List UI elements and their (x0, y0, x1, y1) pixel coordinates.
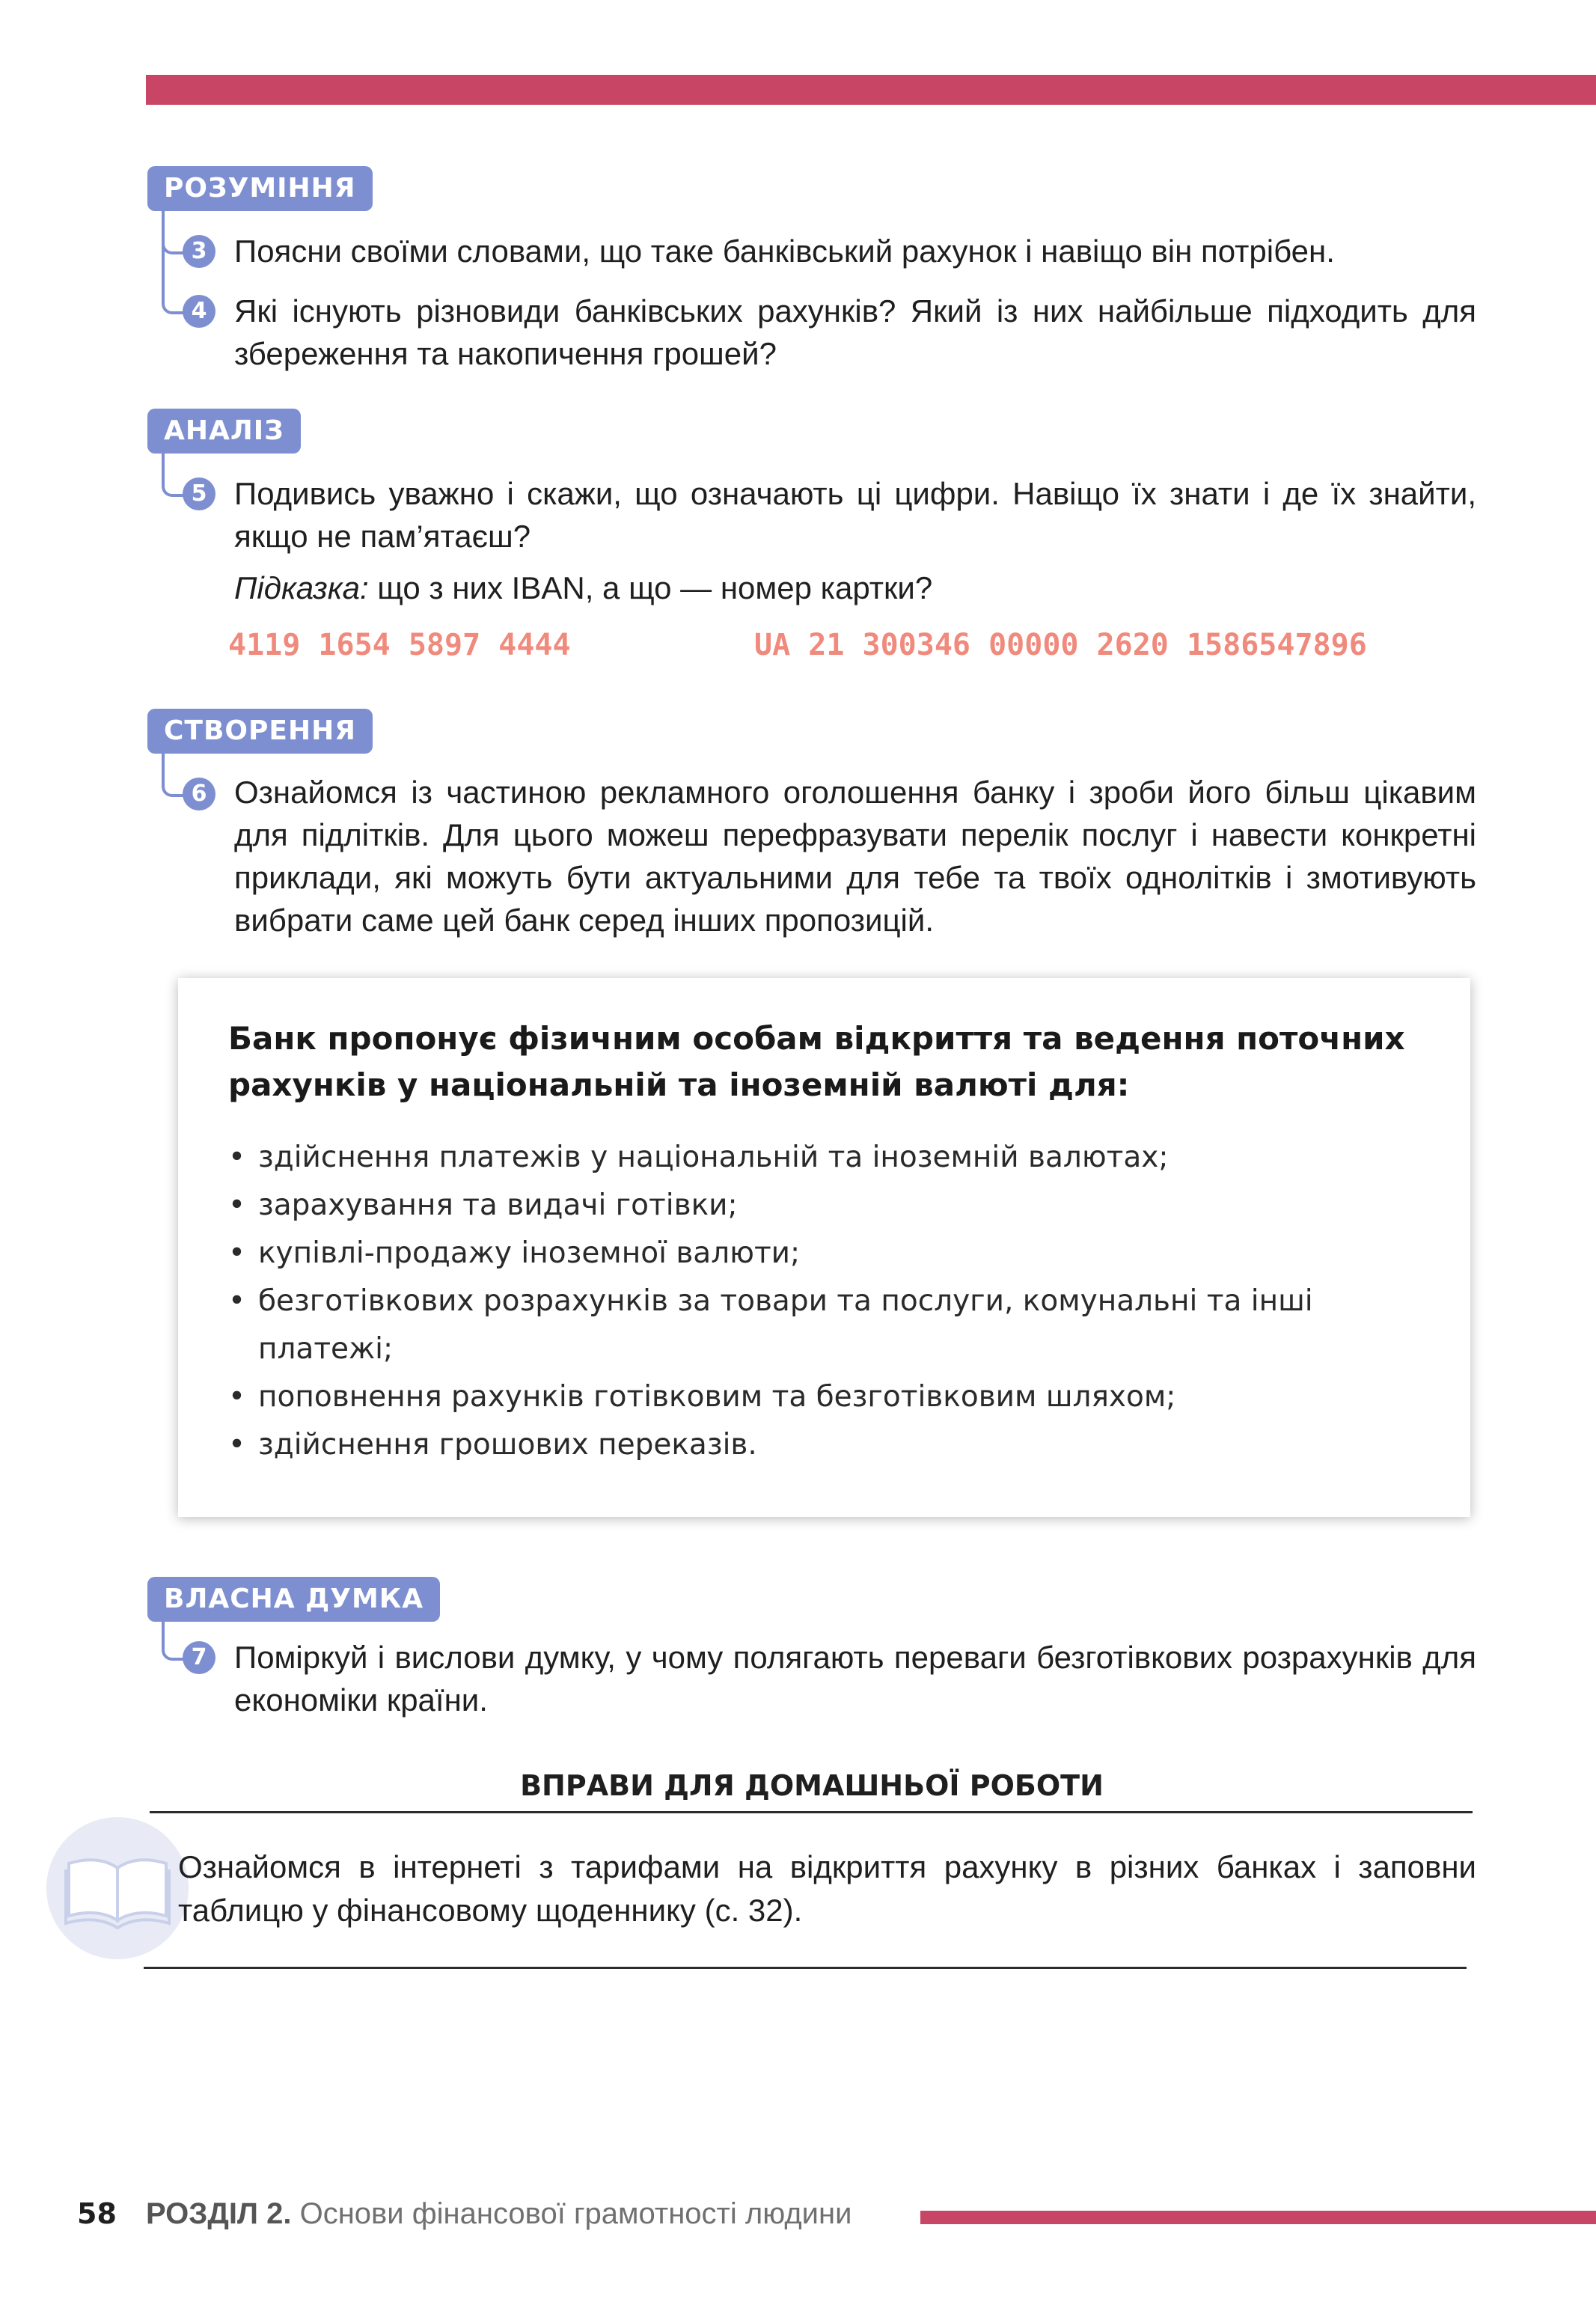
hint-text: що з них IBAN, а що — номер картки? (368, 570, 933, 605)
question-4-text: Які існують різновиди банківських рахунків? Який із них найбільше підходить для збереження та накопичення грошей? (234, 293, 1476, 371)
question-number-badge: 3 (183, 235, 215, 268)
section-tag-creation: СТВОРЕННЯ (147, 709, 373, 754)
homework-title: ВПРАВИ ДЛЯ ДОМАШНЬОЇ РОБОТИ (520, 1769, 1104, 1802)
book-icon-background (46, 1817, 189, 1959)
divider (150, 1811, 1473, 1813)
iban-number: UA 21 300346 00000 2620 1586547896 (754, 628, 1367, 662)
ad-service-list (228, 1134, 1440, 1469)
card-number: 4119 1654 5897 4444 (228, 628, 571, 662)
hint-line (234, 567, 1476, 609)
bank-ad-box (178, 978, 1470, 1517)
question-3-text: Поясни своїми словами, що таке банківський рахунок і навіщо він потрібен. (234, 233, 1335, 269)
ad-heading: Банк пропонує фізичним особам відкриття та ведення поточних рахунків у національній та іноземній валюті для: (228, 1020, 1405, 1103)
list-item: • здійснення платежів у національній та іноземній валютах; (228, 1134, 1440, 1182)
connector-line (162, 211, 189, 314)
book-icon (46, 1817, 189, 1959)
section-tag-analysis: АНАЛІЗ (147, 409, 301, 454)
question-number-badge: 4 (183, 295, 215, 328)
question-7-text: Поміркуй і вислови думку, у чому полягають переваги безготівкових розрахунків для економіки країни. (234, 1640, 1476, 1718)
question-6-text: Ознайомся із частиною рекламного оголошення банку і зроби його більш цікавим для підлітків. Для цього можеш перефразувати перелік послуг і навести конкретні приклади, які можуть бути актуальними для тебе та твоїх однолітків і змотивують вибрати саме цей банк серед інших пропозицій. (234, 775, 1476, 938)
hint-label: Підказка: (234, 570, 369, 605)
section-tag-understanding: РОЗУМІННЯ (147, 166, 373, 211)
footer-chapter (146, 2193, 851, 2235)
divider (144, 1967, 1467, 1969)
homework-text: Ознайомся в інтернеті з тарифами на відкриття рахунку в різних банках і заповни таблицю у фінансовому щоденнику (с. 32). (178, 1849, 1476, 1928)
list-item: • поповнення рахунків готівковим та безготівковим шляхом; (228, 1373, 1440, 1421)
question-number-badge: 7 (183, 1641, 215, 1674)
list-item: • зарахування та видачі готівки; (228, 1182, 1440, 1230)
section-tag-opinion: ВЛАСНА ДУМКА (147, 1577, 440, 1622)
page-number: 58 (77, 2197, 117, 2230)
question-number-badge: 5 (183, 477, 215, 510)
top-accent-bar (146, 75, 1596, 105)
list-item: • безготівкових розрахунків за товари та послуги, комунальні та інші платежі; (228, 1277, 1440, 1373)
question-number-badge: 6 (183, 778, 215, 810)
chapter-label: РОЗДІЛ 2. (146, 2197, 292, 2230)
list-item: • купівлі-продажу іноземної валюти; (228, 1230, 1440, 1277)
footer-accent-bar (920, 2211, 1596, 2224)
question-5-text: Подивись уважно і скажи, що означають ці цифри. Навіщо їх знати і де їх знайти, якщо не пам’ятаєш? (234, 476, 1476, 554)
chapter-title: Основи фінансової грамотності людини (291, 2197, 852, 2230)
list-item: • здійснення грошових переказів. (228, 1421, 1440, 1469)
